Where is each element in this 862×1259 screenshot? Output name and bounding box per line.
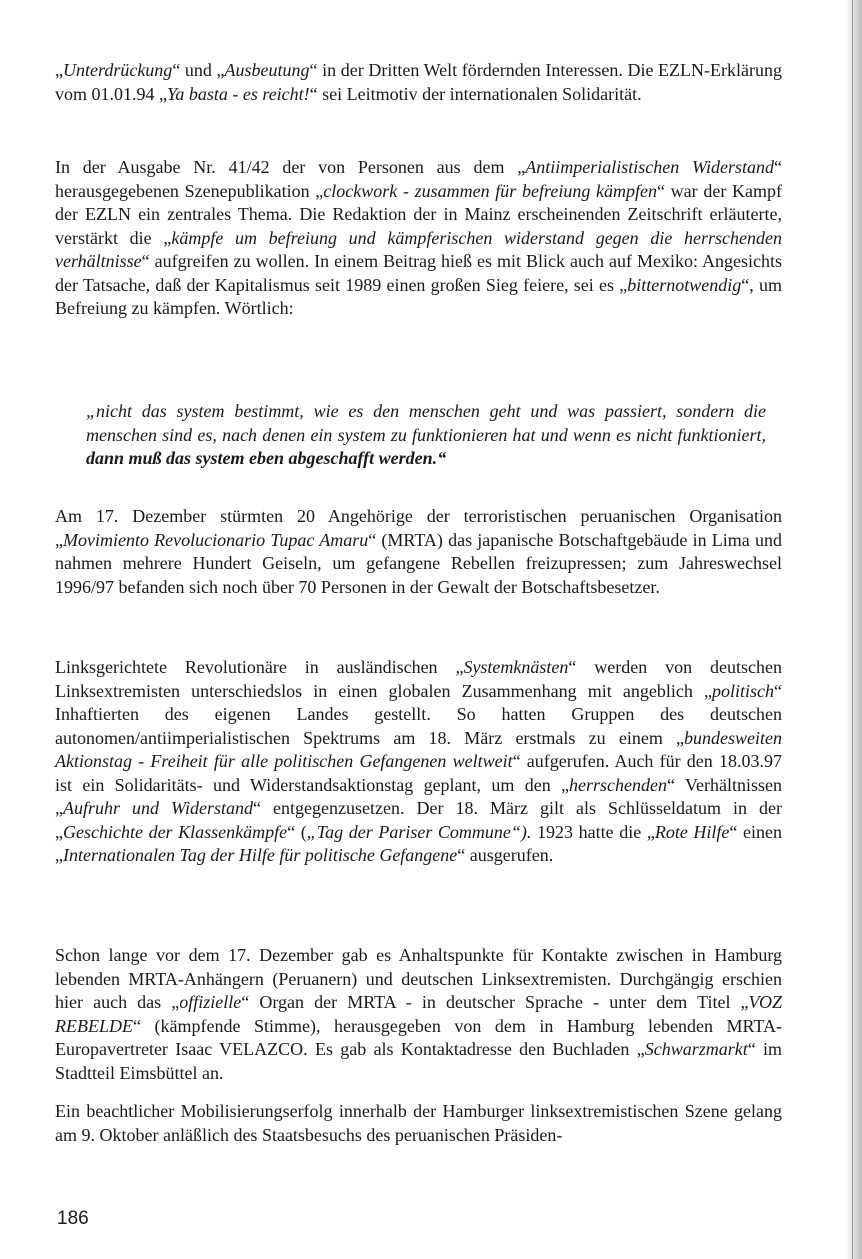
paragraph-ezln-solidarity: [55, 59, 782, 106]
text-run: “ aufgreifen zu wollen. In einem Beitrag hieß es mit Blick auch auf Mexiko: Angesichts der Tatsache, daß der Kapitalismus seit 1989 einen großen Sieg feiere, sei es „: [55, 251, 782, 295]
block-quote: [86, 400, 766, 471]
italic-term: politisch: [712, 680, 774, 701]
text-run: “ Inhaftierten des eigenen Landes gestellt. So hatten Gruppen des deutschen autonomen/antiimperialistischen Spektrums am 18. März erstmals zu einem „: [55, 680, 782, 748]
text-run: 1923 hatte die „: [531, 821, 655, 842]
paragraph-hamburg-contacts: [55, 944, 782, 1085]
paragraph-mrta-embassy: [55, 505, 782, 599]
text-run: Ein beachtlicher Mobilisierungserfolg innerhalb der Hamburger linksextremistischen Szene gelang am 9. Oktober anläßlich des Staatsbesuchs des peruanischen Präsiden-: [55, 1101, 782, 1145]
text-run: “ werden von deutschen Linksextremisten unterschiedslos in einen globalen Zusammenhang mit angeblich „: [55, 657, 782, 701]
italic-term: Geschichte der Klassenkämpfe: [63, 821, 288, 842]
italic-term: Ausbeutung: [224, 60, 310, 80]
text-run: Schon lange vor dem 17. Dezember gab es Anhaltspunkte für Kontakte zwischen in Hamburg lebenden MRTA-Anhängern (Peruanern) und deutschen Linksextremisten. Durchgängig erschien hier auch das „: [55, 945, 782, 1012]
quote-text: „nicht das system bestimmt, wie es den menschen geht und was passiert, sondern die menschen sind es, nach denen ein system zu funktionieren hat und wenn es nicht funktioniert,: [86, 401, 766, 445]
italic-term: clockwork - zusammen für befreiung kämpfen: [323, 180, 657, 201]
italic-term: VOZ REBELDE: [55, 992, 783, 1036]
text-run: “ entgegenzusetzen. Der 18. März gilt als Schlüsseldatum in der „: [55, 798, 782, 842]
quote-bold: dann muß das system eben abgeschafft werden.: [86, 448, 438, 468]
text-run: “ einen „: [55, 821, 782, 865]
paragraph-mobilization: [55, 1100, 782, 1147]
italic-term: herrschenden: [569, 774, 668, 795]
paragraph-revolutionaries: [55, 656, 782, 868]
text-run: “ aufgerufen. Auch für den 18.03.97 ist ein Solidaritäts- und Widerstandsaktionstag geplant, um den „: [55, 751, 782, 795]
italic-term: Schwarzmarkt: [644, 1039, 748, 1059]
italic-term: offizielle: [179, 992, 242, 1012]
italic-term: Internationalen Tag der Hilfe für politische Gefangene: [63, 845, 458, 865]
text-run: “ und „: [172, 60, 225, 80]
text-run: “ Verhältnissen „: [55, 774, 782, 818]
text-run: Am 17. Dezember stürmten 20 Angehörige der terroristischen peruanischen Organisation „: [55, 506, 782, 550]
text-run: “ Organ der MRTA - in deutscher Sprache - unter dem Titel „: [241, 992, 749, 1012]
text-run: “ in der Dritten Welt fördernden Interessen. Die EZLN-Erklärung vom 01.01.94 „: [55, 60, 782, 104]
text-run: “ sei Leitmotiv der internationalen Solidarität.: [309, 83, 642, 104]
italic-term: Movimiento Revolucionario Tupac Amaru: [63, 529, 369, 550]
text-run: “ (MRTA) das japanische Botschaftgebäude in Lima und nahmen mehrere Hundert Geiseln, um gefangene Rebellen freizupressen; zum Jahreswechsel 1996/97 befanden sich noch über 70 Personen in der Gewalt der Botschaftsbesetzer.: [55, 529, 782, 597]
italic-term: bitternotwendig: [627, 274, 742, 295]
text-run: Linksgerichtete Revolutionäre in ausländischen „: [55, 657, 464, 677]
text-run: “ war der Kampf der EZLN ein zentrales Thema. Die Redaktion der in Mainz erscheinenden Zeitschrift erläuterte, verstärkt die „: [55, 180, 782, 248]
page-number: 186: [57, 1208, 89, 1229]
text-run: “ ausgerufen.: [457, 845, 554, 865]
italic-term: Antiimperialistischen Widerstand: [525, 157, 774, 177]
italic-term: Ya basta - es reicht!: [167, 83, 310, 104]
italic-term: „Tag der Pariser Commune“).: [306, 821, 532, 842]
text-run: In der Ausgabe Nr. 41/42 der von Personen aus dem „: [55, 157, 526, 177]
text-run: “ im Stadtteil Eimsbüttel an.: [55, 1039, 782, 1083]
italic-term: Unterdrückung: [63, 60, 173, 80]
paragraph-clockwork: [55, 156, 782, 321]
text-run: “ (: [287, 821, 307, 842]
quote-close: “: [437, 448, 447, 468]
text-run: “ herausgegebenen Szenepublikation „: [55, 157, 782, 201]
italic-term: Rote Hilfe: [654, 821, 730, 842]
page-edge-shadow: [846, 0, 862, 1259]
text-run: “ (kämpfende Stimme), herausgegeben von dem in Hamburg lebenden MRTA-Europavertreter Isaac VELAZCO. Es gab als Kontaktadresse den Buchladen „: [55, 1015, 782, 1059]
italic-term: kämpfe um befreiung und kämpferischen widerstand gegen die herrschenden verhältnisse: [55, 227, 783, 271]
italic-term: Aufruhr und Widerstand: [63, 798, 254, 818]
italic-term: Systemknästen: [463, 657, 569, 677]
text-run: „: [55, 60, 63, 80]
text-run: “, um Befreiung zu kämpfen. Wörtlich:: [55, 274, 782, 318]
italic-term: bundesweiten Aktionstag - Freiheit für alle politischen Gefangenen weltweit: [55, 727, 782, 771]
